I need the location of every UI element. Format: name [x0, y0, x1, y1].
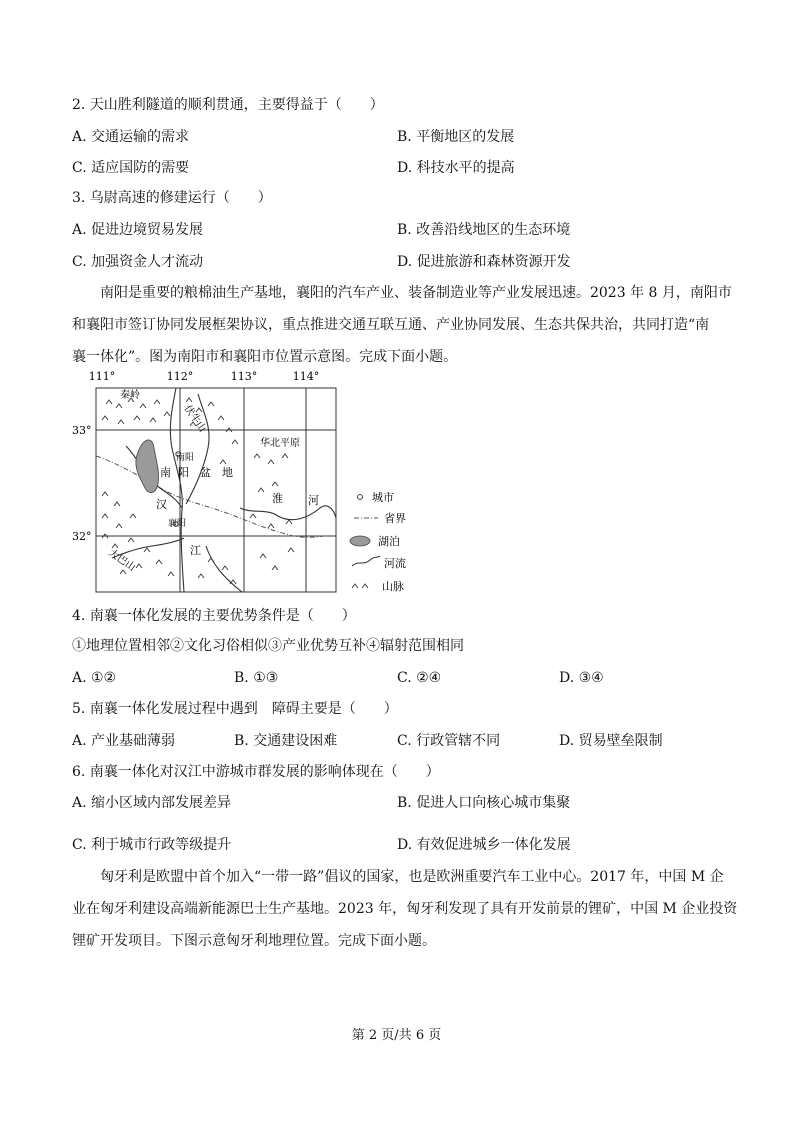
longitude-label-112: 112°: [166, 370, 194, 383]
label-basin-2: 阳: [178, 466, 189, 479]
latitude-label-33: 33°: [72, 424, 92, 437]
question-4-statements: ①地理位置相邻②文化习俗相似③产业优势互补④辐射范围相同: [72, 638, 464, 654]
legend-river-label: 河流: [384, 557, 406, 570]
question-4-option-c: C. ②④: [397, 670, 442, 686]
question-4-stem: 4. 南襄一体化发展的主要优势条件是（ ）: [72, 608, 356, 624]
label-funiu-mountain: 伏牛山: [181, 403, 208, 435]
page-number-footer: 第 2 页/共 6 页: [351, 1028, 442, 1043]
longitude-label-111: 111°: [88, 370, 116, 383]
label-xiangyang: 襄阳: [168, 519, 187, 529]
question-6-option-d: D. 有效促进城乡一体化发展: [397, 837, 571, 853]
label-nanyang-city: 南阳: [176, 453, 195, 463]
question-3-option-c: C. 加强资金人才流动: [72, 254, 204, 270]
legend-lake-icon: [350, 536, 370, 546]
passage-1-line-2: 和襄阳市签订协同发展框架协议，重点推进交通互联互通、产业协同发展、生态共保共治，共同打造“南: [72, 317, 710, 333]
longitude-label-113: 113°: [230, 370, 258, 383]
question-6-option-a: A. 缩小区域内部发展差异: [72, 795, 232, 811]
label-han: 汉: [156, 498, 167, 511]
question-2-option-d: D. 科技水平的提高: [397, 160, 515, 176]
question-4-option-d: D. ③④: [559, 670, 604, 686]
tributary-southeast: [206, 546, 242, 592]
longitude-label-114: 114°: [292, 370, 320, 383]
qinling-mountain-symbols: [102, 398, 170, 424]
question-3-option-d: D. 促进旅游和森林资源开发: [397, 254, 571, 270]
legend-city-label: 城市: [372, 491, 394, 504]
question-5-option-b: B. 交通建设困难: [234, 733, 338, 749]
label-dabashan: 大巴山: [106, 547, 138, 574]
legend-mountain-icon: [352, 584, 368, 588]
label-basin-4: 地: [222, 466, 233, 479]
label-he: 河: [308, 494, 319, 507]
question-6-option-c: C. 利于城市行政等级提升: [72, 837, 232, 853]
question-4-option-a: A. ①②: [72, 670, 117, 686]
question-2-stem: 2. 天山胜利隧道的顺利贯通，主要得益于（ ）: [72, 97, 384, 113]
huai-river: [240, 506, 336, 520]
reservoir-lake: [136, 440, 159, 493]
question-5-option-d: D. 贸易壁垒限制: [559, 733, 663, 749]
question-5-option-a: A. 产业基础薄弱: [72, 733, 176, 749]
passage-1-line-1: 南阳是重要的粮棉油生产基地，襄阳的汽车产业、装备制造业等产业发展迅速。2023 年 8 月，南阳市: [100, 285, 732, 301]
question-5-option-c: C. 行政管辖不同: [397, 733, 501, 749]
legend-city-icon: [358, 495, 363, 500]
rivers: [112, 388, 336, 592]
question-2-option-a: A. 交通运输的需求: [72, 129, 190, 145]
question-6-option-b: B. 促进人口向核心城市集聚: [397, 795, 571, 811]
passage-2-line-2: 业在匈牙利建设高端新能源巴士生产基地。2023 年，匈牙利发现了具有开发前景的锂矿，中国 M 企业投资: [72, 901, 738, 917]
question-2-option-b: B. 平衡地区的发展: [397, 129, 515, 145]
legend-boundary-label: 省界: [384, 512, 406, 525]
passage-2-line-1: 匈牙利是欧盟中首个加入“一带一路”倡议的国家，也是欧洲重要汽车工业中心。2017 年，中国 M 企: [100, 869, 724, 885]
question-3-stem: 3. 乌尉高速的修建运行（ ）: [72, 190, 272, 206]
label-basin-3: 盆: [200, 466, 211, 479]
label-basin-1: 南: [160, 466, 171, 479]
label-jiang: 江: [190, 544, 201, 557]
latitude-label-32: 32°: [72, 530, 92, 543]
question-5-stem: 5. 南襄一体化发展过程中遇到 障碍主要是（ ）: [72, 701, 398, 717]
nanyang-xiangyang-map: [72, 368, 432, 600]
map-legend: [350, 491, 406, 593]
legend-lake-label: 湖泊: [378, 535, 400, 548]
passage-1-line-3: 襄一体化”。图为南阳市和襄阳市位置示意图。完成下面小题。: [72, 349, 458, 365]
south-mountain-symbols: [198, 514, 294, 584]
question-4-option-b: B. ①③: [234, 670, 279, 686]
question-3-option-a: A. 促进边境贸易发展: [72, 222, 204, 238]
passage-2-line-3: 锂矿开发项目。下图示意匈牙利地理位置。完成下面小题。: [72, 933, 436, 949]
label-qinling: 秦岭: [120, 390, 140, 401]
legend-mountain-label: 山脉: [382, 580, 404, 593]
question-3-option-b: B. 改善沿线地区的生态环境: [397, 222, 571, 238]
label-huabei-plain: 华北平原: [260, 438, 300, 449]
question-6-stem: 6. 南襄一体化对汉江中游城市群发展的影响体现在（ ）: [72, 764, 440, 780]
question-2-option-c: C. 适应国防的需要: [72, 160, 190, 176]
label-huai: 淮: [272, 492, 283, 505]
legend-river-icon: [352, 556, 380, 566]
